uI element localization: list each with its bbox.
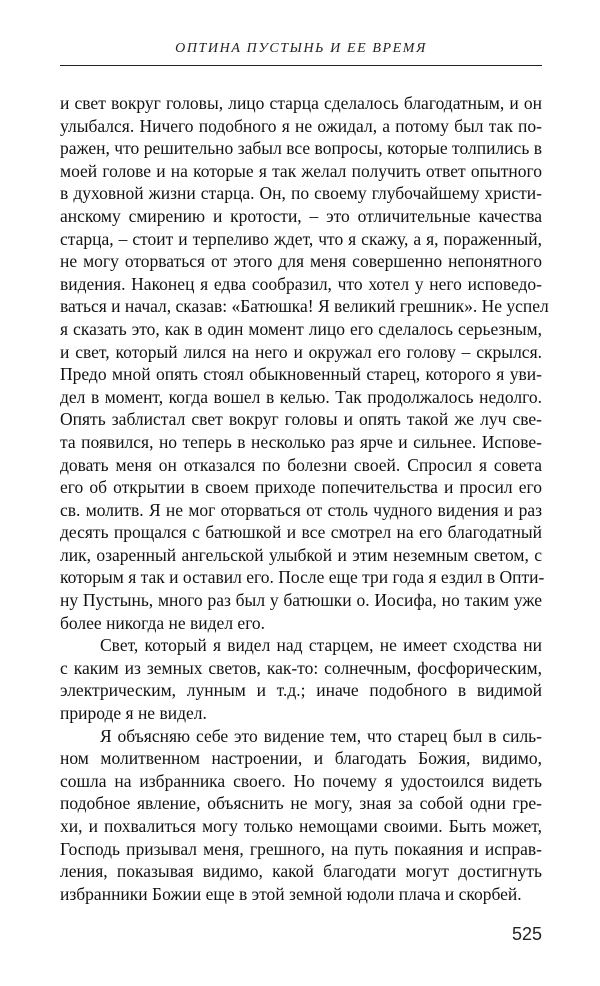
text-line: видения. Наконец я едва сообразил, что хотел у него исповедо- <box>60 273 542 294</box>
page-number: 525 <box>511 924 542 944</box>
paragraph-first-line: Я объясняю себе это видение тем, что старец был в силь- <box>100 725 542 746</box>
text-line: ражен, что решительно забыл все вопросы, которые толпились в <box>60 138 542 159</box>
text-line: ну Пустынь, много раз был у батюшки о. Иосифа, но таким уже <box>60 590 542 611</box>
text-line: Господь призывал меня, грешного, на путь покаяния и исправ- <box>60 838 542 859</box>
text-line: анскому смирению и кротости, – это отличительные качества <box>60 205 542 226</box>
text-line: с каким из земных светов, как-то: солнечным, фосфорическим, <box>60 657 542 678</box>
text-line: ном молитвенном настроении, и благодать Божия, видимо, <box>60 748 542 769</box>
text-line: моей голове и на которые я так желал получить ответ опытного <box>60 160 542 181</box>
text-line: Опять заблистал свет вокруг головы и опять такой же луч све- <box>60 409 542 430</box>
text-line: десять прощался с батюшкой и все смотрел на его благодатный <box>60 522 542 543</box>
text-line: та появился, но теперь в несколько раз ярче и сильнее. Испове- <box>60 431 542 452</box>
text-line: электрическим, лунным и т.д.; иначе подобного в видимой <box>60 680 542 701</box>
text-line: улыбался. Ничего подобного я не ожидал, а потому был так по- <box>60 115 542 136</box>
header-rule <box>60 65 542 66</box>
paragraph-end-line: природе я не видел. <box>60 703 207 724</box>
running-header: ОПТИНА ПУСТЫНЬ И ЕЕ ВРЕМЯ <box>175 41 427 56</box>
text-line: старца, – стоит и терпеливо ждет, что я скажу, а я, пораженный, <box>60 228 542 249</box>
text-line: сошла на избранника своего. Но почему я удостоился видеть <box>60 770 542 791</box>
text-line: довать меня он отказался по болезни своей. Спросил я совета <box>60 454 542 475</box>
text-line: его об открытии в своем приходе попечительства и просил его <box>60 477 542 498</box>
text-line: дел в момент, когда вошел в келью. Так продолжалось недолго. <box>60 386 542 407</box>
text-line: лик, озаренный ангельской улыбкой и этим неземным светом, с <box>60 544 542 565</box>
text-line: ваться и начал, сказав: «Батюшка! Я великий грешник». Не успел <box>60 296 549 317</box>
text-line: подобное явление, объяснить не могу, зная за собой одни гре- <box>60 793 542 814</box>
text-line: в духовной жизни старца. Он, по своему глубочайшему христи- <box>60 183 542 204</box>
text-line: которым я так и оставил его. После еще три года я ездил в Опти- <box>60 567 545 588</box>
paragraph-first-line: Свет, который я видел над старцем, не имеет сходства ни <box>100 635 542 656</box>
paragraph-end-line: более никогда не видел его. <box>60 612 266 633</box>
text-line: и свет вокруг головы, лицо старца сделалось благодатным, и он <box>60 93 542 113</box>
page-body <box>60 92 549 905</box>
paragraph-end-line: избранники Божии еще в этой земной юдоли плача и скорбей. <box>60 883 522 904</box>
text-line: хи, и похвалиться могу только немощами своими. Быть может, <box>60 816 542 836</box>
text-line: я сказать это, как в один момент лицо его сделалось серьезным, <box>60 318 542 339</box>
text-line: не могу оторваться от этого для меня совершенно непонятного <box>60 251 542 272</box>
text-line: ления, показывая видимо, какой благодати могут достигнуть <box>60 861 542 882</box>
text-line: св. молитв. Я не мог оторваться от столь чудного видения и раз <box>60 499 542 520</box>
text-line: и свет, который лился на него и окружал его голову – скрылся. <box>60 341 542 362</box>
text-line: Предо мной опять стоял обыкновенный старец, которого я уви- <box>60 364 542 385</box>
